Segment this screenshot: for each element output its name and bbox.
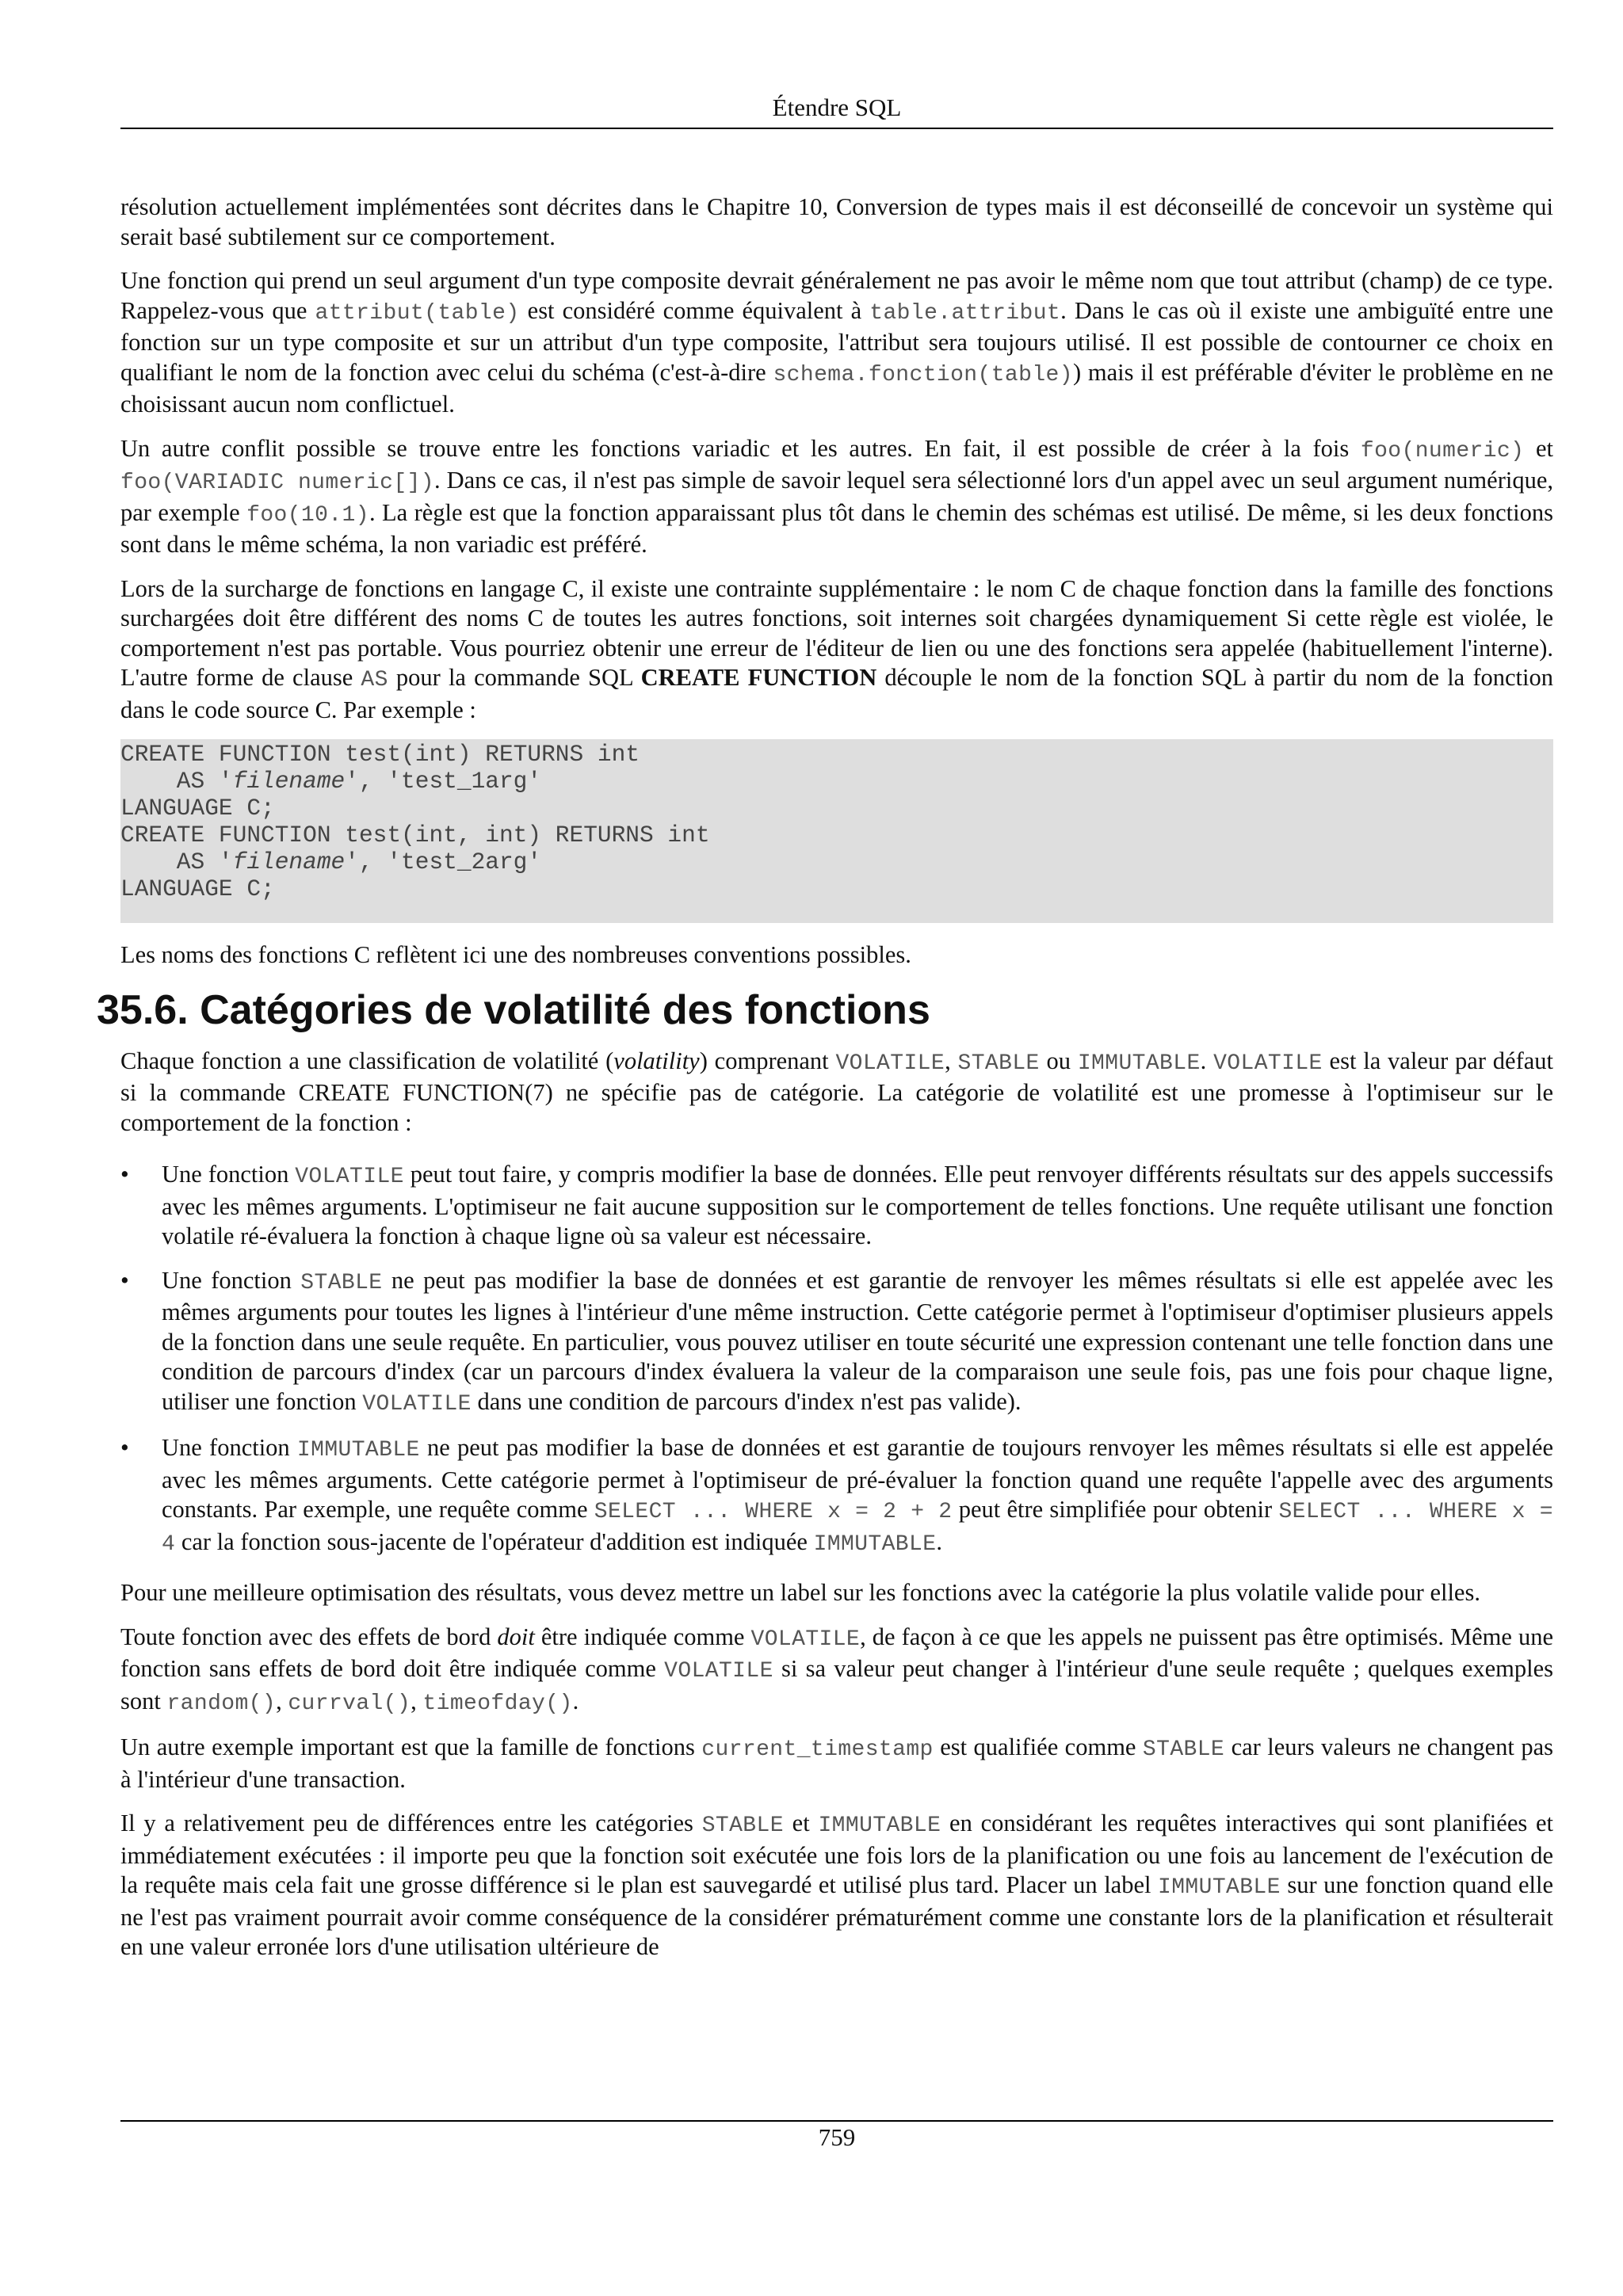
header-rule [120,128,1553,129]
bullet-icon: • [120,1161,129,1188]
inline-code: STABLE [1142,1737,1225,1762]
footer-rule [120,2120,1553,2122]
code-line: AS 'filename', 'test_1arg' [120,768,542,795]
inline-code: schema.fonction(table) [773,362,1073,387]
inline-code: STABLE [957,1051,1040,1076]
inline-code: SELECT ... WHERE x = 2 + 2 [594,1500,953,1524]
paragraph-best-optimization: Pour une meilleure optimisation des résultats, vous devez mettre un label sur les fonctions avec la catégorie la plus volatile valide pour elles. [120,1579,1480,1606]
command-name: CREATE FUNCTION [640,664,877,691]
inline-code: IMMUTABLE [813,1531,937,1557]
bullet-icon: • [120,1434,129,1461]
inline-code: attribut(table) [315,300,520,326]
inline-code: VOLATILE [295,1165,404,1189]
inline-code: foo(10.1) [246,502,369,528]
inline-code: VOLATILE [362,1391,472,1417]
inline-code: timeofday() [422,1691,573,1716]
inline-code: STABLE [701,1814,784,1838]
inline-code: IMMUTABLE [1077,1051,1201,1076]
inline-code: currval() [288,1691,411,1716]
section-heading: 35.6. Catégories de volatilité des fonctions [97,986,930,1033]
inline-code: VOLATILE [835,1051,945,1076]
code-line: CREATE FUNCTION test(int, int) RETURNS int [120,822,710,849]
inline-code: IMMUTABLE [296,1438,420,1463]
paragraph-naming-conventions: Les noms des fonctions C reflètent ici une des nombreuses conventions possibles. [120,941,911,968]
code-line: LANGUAGE C; [120,875,275,902]
inline-code: random() [166,1691,277,1716]
paragraph-c-overloading: Lors de la surcharge de fonctions en langage C, il existe une contrainte supplémentaire : le nom C de chaque fonction dans la famille des fonctions surchargées doit être différent des noms C de toutes les autres fonctions, soit internes soit chargées dynamiquement Si cette règle est violée, le comportement n'est pas portable. Vous pourriez obtenir une erreur de l'éditeur de lien ou une des fonctions sera appelée (habituellement l'interne). L'autre forme de clause AS pour la commande SQL CREATE FUNCTION découple le nom de la fonction SQL à partir du nom de la fonction dans le code source C. Par exemple : [120,574,1553,723]
code-line: CREATE FUNCTION test(int) RETURNS int [120,741,640,768]
volatility-list [120,1160,1553,1559]
inline-code: current_timestamp [701,1737,934,1762]
paragraph-side-effects: Toute fonction avec des effets de bord doit être indiquée comme VOLATILE, de façon à ce que les appels ne puissent pas être optimisés. Même une fonction sans effets de bord doit être indiquée comme VOLATILE si sa valeur peut changer à l'intérieur d'une seule requête ; quelques exemples sont random(), currval(), timeofday(). [120,1623,1553,1716]
inline-code: AS [361,668,388,692]
running-header: Étendre SQL [772,93,902,121]
list-item-stable: • Une fonction STABLE ne peut pas modifier la base de données et est garantie de renvoyer les mêmes résultats si elle est appelée avec les mêmes arguments pour toutes les lignes à l'intérieur d'une même instruction. Cette catégorie permet à l'optimiseur d'optimiser plusieurs appels de la fonction dans une seule requête. En particulier, vous pouvez utiliser en toute sécurité une expression contenant une telle fonction dans une condition de parcours d'index (car un parcours d'index évaluera la valeur de la comparaison une seule fois, pas une fois pour chaque ligne, utiliser une fonction VOLATILE dans une condition de parcours d'index n'est pas valide). [120,1266,1553,1417]
inline-code: VOLATILE [664,1659,773,1684]
list-item-volatile: • Une fonction VOLATILE peut tout faire, y compris modifier la base de données. Elle peut renvoyer différents résultats sur des appels successifs avec les mêmes arguments. L'optimiseur ne fait aucune supposition sur le comportement de telles fonctions. Une requête utilisant une fonction volatile ré-évaluera la fonction à chaque ligne où sa valeur est nécessaire. [120,1161,1553,1249]
paragraph-variadic: Un autre conflit possible se trouve entre les fonctions variadic et les autres. En fait, il est possible de créer à la fois foo(numeric) et foo(VARIADIC numeric[]). Dans ce cas, il n'est pas simple de savoir lequel sera sélectionné lors d'un appel avec un seul argument numérique, par exemple foo(10.1). La règle est que la fonction apparaissant plus tôt dans le chemin des schémas est utilisé. De même, si les deux fonctions sont dans le même schéma, la non variadic est préféré. [120,434,1554,558]
inline-code: VOLATILE [1213,1051,1323,1076]
bullet-icon: • [120,1266,129,1294]
code-line: LANGUAGE C; [120,795,275,822]
inline-code: STABLE [300,1270,383,1295]
code-example-block [120,739,1553,923]
page-number: 759 [818,2123,856,2151]
inline-code: foo(VARIADIC numeric[]) [120,471,434,495]
page-content [97,193,1554,1977]
inline-code: foo(numeric) [1360,438,1525,463]
paragraph-current-timestamp: Un autre exemple important est que la famille de fonctions current_timestamp est qualifiée comme STABLE car leurs valeurs ne changent pas à l'intérieur d'une transaction. [120,1733,1553,1793]
inline-code: table.attribut [869,300,1061,326]
paragraph-composite-type: Une fonction qui prend un seul argument d'un type composite devrait généralement ne pas avoir le même nom que tout attribut (champ) de ce type. Rappelez-vous que attribut(table) est considéré comme équivalent à table.attribut. Dans le cas où il existe une ambiguïté entre une fonction sur un type composite et sur un attribut d'un type composite, l'attribut sera toujours utilisé. Il est possible de contourner ce choix en qualifiant le nom de la fonction avec celui du schéma (c'est-à-dire schema.fonction(table)) mais il est préférable d'éviter le problème en ne choisissant aucun nom conflictuel. [120,267,1554,418]
code-line: AS 'filename', 'test_2arg' [120,849,542,875]
paragraph-stable-vs-immutable: Il y a relativement peu de différences entre les catégories STABLE et IMMUTABLE en considérant les requêtes interactives qui sont planifiées et immédiatement exécutées : il importe peu que la fonction soit exécutée une fois lors de la planification ou une fois au lancement de l'exécution de la requête mais cela fait une grosse différence si le plan est sauvegardé et utilisé plus tard. Placer un label IMMUTABLE sur une fonction quand elle ne l'est pas vraiment pourrait avoir comme conséquence de la considérer prématurément comme une constante lors de la planification et résulterait en une valeur erronée lors d'une utilisation ultérieure de [120,1810,1554,1960]
paragraph-volatility-intro: Chaque fonction a une classification de volatilité (volatility) comprenant VOLATILE, STABLE ou IMMUTABLE. VOLATILE est la valeur par défaut si la commande CREATE FUNCTION(7) ne spécifie pas de catégorie. La catégorie de volatilité est une promesse à l'optimiseur sur le comportement de la fonction : [120,1047,1554,1136]
list-item-immutable: • Une fonction IMMUTABLE ne peut pas modifier la base de données et est garantie de toujours renvoyer les mêmes résultats si elle est appelée avec les mêmes arguments. Cette catégorie permet à l'optimiseur de pré-évaluer la fonction quand une requête l'appelle avec des arguments constants. Par exemple, une requête comme SELECT ... WHERE x = 2 + 2 peut être simplifiée pour obtenir SELECT ... WHERE x = 4 car la fonction sous-jacente de l'opérateur d'addition est indiquée IMMUTABLE. [120,1434,1553,1557]
inline-code: SELECT ... WHERE x = 4 [162,1500,1553,1557]
inline-code: VOLATILE [750,1627,861,1652]
paragraph-type-conversion: résolution actuellement implémentées sont décrites dans le Chapitre 10, Conversion de types mais il est déconseillé de concevoir un système qui serait basé subtilement sur ce comportement. [120,193,1553,250]
inline-code: IMMUTABLE [818,1814,941,1838]
inline-code: IMMUTABLE [1158,1875,1281,1900]
